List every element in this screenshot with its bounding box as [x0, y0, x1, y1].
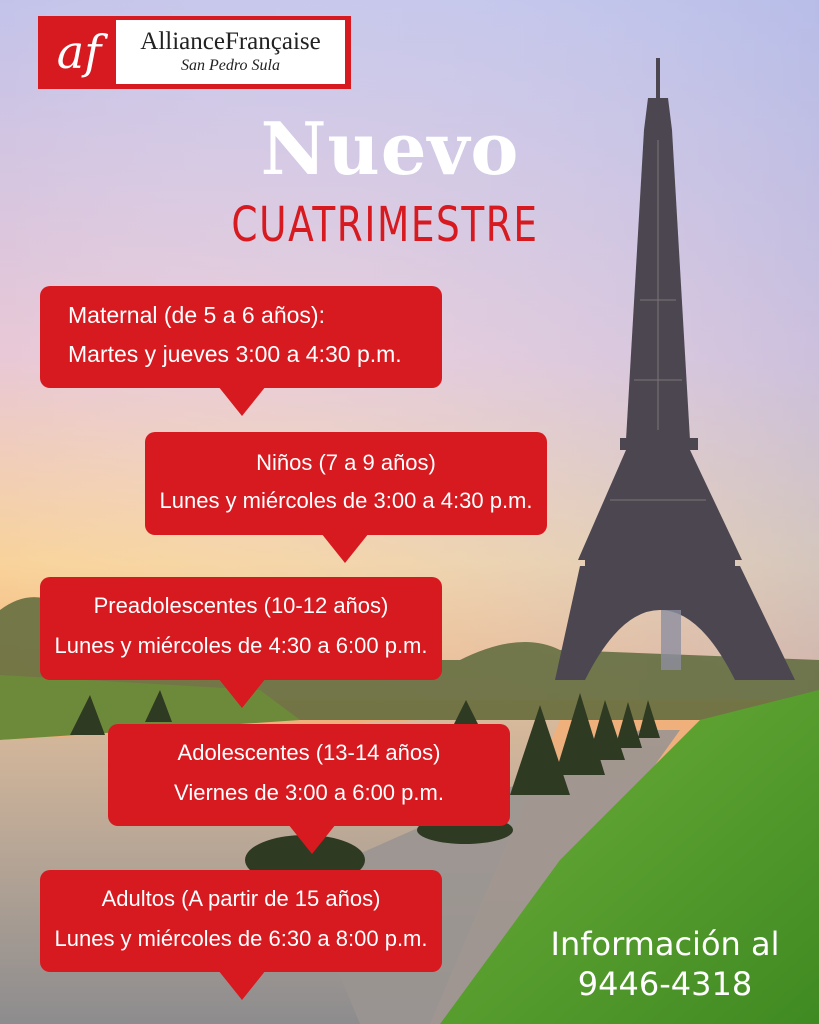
contact-label: Información al — [550, 925, 780, 963]
headline-title: Nuevo — [260, 106, 520, 191]
schedule-group: Niños (7 a 9 años) — [256, 450, 436, 475]
bubble-tail — [218, 970, 266, 1000]
schedule-time: Lunes y miércoles de 6:30 a 8:00 p.m. — [54, 926, 428, 951]
alliance-francaise-logo — [38, 16, 351, 89]
schedule-group: Preadolescentes (10-12 años) — [93, 593, 389, 618]
schedule-time: Viernes de 3:00 a 6:00 p.m. — [174, 780, 444, 805]
bubble-tail — [218, 678, 266, 708]
bubble-tail — [288, 824, 336, 854]
schedule-preadolescentes — [40, 577, 442, 680]
logo-panel — [116, 20, 345, 84]
logo-city: San Pedro Sula — [181, 57, 280, 74]
schedule-ninos — [145, 432, 547, 535]
schedule-maternal — [40, 286, 442, 388]
schedule-group: Adultos (A partir de 15 años) — [101, 886, 381, 911]
headline-subtitle: CUATRIMESTRE — [231, 197, 539, 253]
schedule-adolescentes — [108, 724, 510, 826]
logo-name: AllianceFrançaise — [140, 28, 321, 55]
schedule-adultos — [40, 870, 442, 972]
schedule-time: Martes y jueves 3:00 a 4:30 p.m. — [68, 341, 402, 367]
schedule-group: Adolescentes (13-14 años) — [177, 740, 441, 765]
schedule-group: Maternal (de 5 a 6 años): — [68, 302, 325, 328]
logo-mark: af — [56, 25, 102, 79]
schedule-time: Lunes y miércoles de 3:00 a 4:30 p.m. — [159, 488, 533, 513]
contact-phone: 9446-4318 — [577, 965, 753, 1003]
schedule-time: Lunes y miércoles de 4:30 a 6:00 p.m. — [54, 633, 428, 658]
contact-info — [520, 924, 810, 1004]
bubble-tail — [321, 533, 369, 563]
bubble-tail — [218, 386, 266, 416]
